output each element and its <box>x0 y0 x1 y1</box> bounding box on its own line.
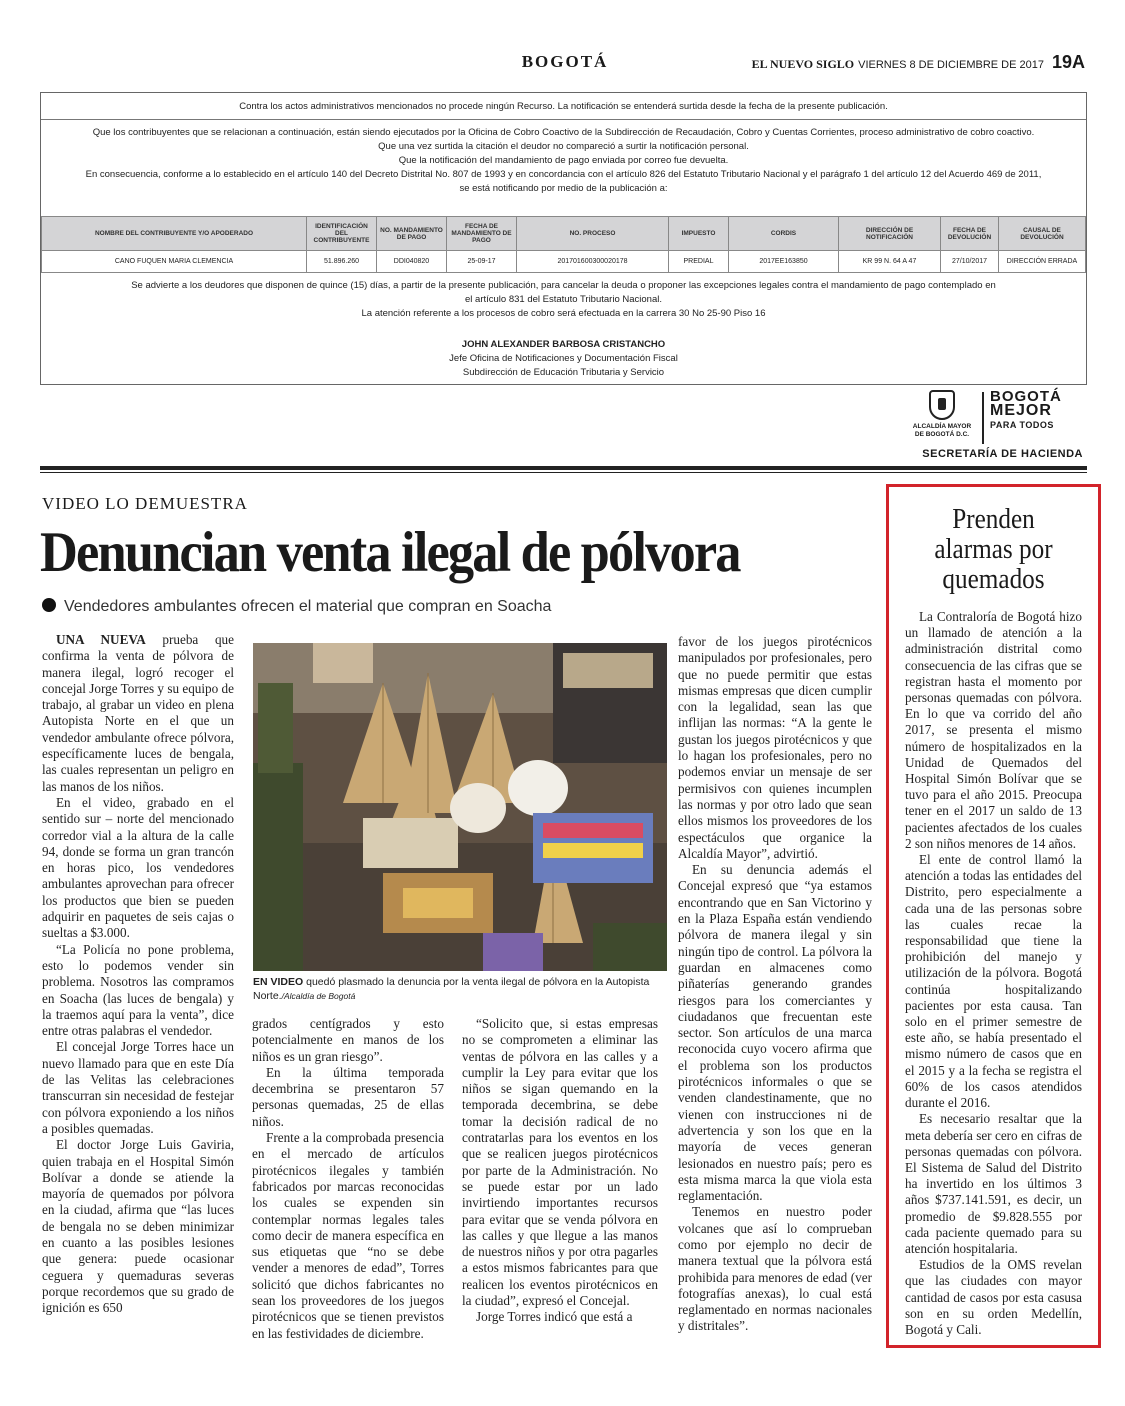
column-header: DIRECCIÓN DE NOTIFICACIÓN <box>839 217 941 251</box>
article-column-1 <box>42 632 234 1316</box>
column-header: FECHA DE MANDAMIENTO DE PAGO <box>447 217 517 251</box>
column-header: IDENTIFICACIÓN DEL CONTRIBUYENTE <box>307 217 377 251</box>
paragraph: Tenemos en nuestro poder volcanes que así lo comprueban como por ejemplo no decir de manera textual que la pólvora está prohibida para menores de edad (ver fotografías anexas), lo cual está reglamentado en normas nacionales y distritales”. <box>678 1204 872 1334</box>
column-header: FECHA DE DEVOLUCIÓN <box>941 217 999 251</box>
bogota-mejor-logo <box>990 390 1062 432</box>
folio <box>752 52 1085 73</box>
paragraph <box>42 632 234 795</box>
subhead-text: Vendedores ambulantes ofrecen el material que compran en Soacha <box>64 598 552 615</box>
debtors-table <box>41 216 1086 273</box>
alcaldia-label: ALCALDÍA MAYOR DE BOGOTÁ D.C. <box>912 423 972 438</box>
section-rule-thin <box>40 472 1087 473</box>
legal-notice <box>40 92 1087 385</box>
column-header: IMPUESTO <box>669 217 729 251</box>
notice-line: se está notificando por medio de la publicación a: <box>459 183 668 194</box>
logo-line: MEJOR <box>990 402 1052 419</box>
notice-body <box>41 120 1086 196</box>
notice-signature <box>41 338 1086 380</box>
paragraph: En el video, grabado en el sentido sur – norte del mencionado corredor vial a la altura de la calle 94, donde se forma un gran trancón en horas pico, los vendedores ambulantes aprovechan para ofrecer los productos que bien se pueden adquirir en paquetes de seis cajas o sueltas a $3.000. <box>42 794 234 941</box>
paragraph-text: prueba que confirma la venta de pólvora de manera ilegal, logró recoger el concejal Jorge Torres y su equipo de trabajo, al grabar un video en plena Autopista Norte en el que un vendedor ambulante ofrece pólvora, específicamente luces de bengala, las cuales representan un peligro en las manos de los niños. <box>42 632 235 794</box>
table-cell: KR 99 N. 64 A 47 <box>839 251 941 273</box>
bullet-icon <box>42 598 56 612</box>
section-title: BOGOTÁ <box>521 52 609 71</box>
paragraph: El ente de control llamó la atención a todas las entidades del Distrito, pero especialmente a cada una de las personas sobre las cuales recae la responsabilidad que tiene la prohibición del manejo y utilización de la pólvora. Bogotá continúa hospitalizando pacientes por esta causa. Tan solo en el primer semestre de este año, se había presentado el mismo número de casos que en el 2015 y a la fecha se registra el 60% de los casos atendidos durante el 2016. <box>905 852 1082 1111</box>
logo-line: PARA TODOS <box>990 420 1054 430</box>
photo-caption <box>253 975 667 1003</box>
paragraph: Jorge Torres indicó que está a <box>476 1309 633 1325</box>
paragraph: En su denuncia además el Concejal expresó que “ya estamos encontrando que en San Victorino y en la Plaza España están vendiendo pólvora de manera ilegal y sin ningún tipo de control. La pólvora la guardan en almacenes como piñaterías generando grandes riesgos para los comerciantes y ciudadanos que frecuentan este sector. Son artículos de una marca reconocida cuyo vocero afirma que el problema son los productos pirotécnicos informales o que se venden clandestinamente, que no vienen con instrucciones ni de advertencia y son los que en la mayoría de veces generan lesionados en nuestro país; pero es esta misma marca la que viola esta reglamentación. <box>678 862 872 1204</box>
table-cell: DIRECCIÓN ERRADA <box>999 251 1086 273</box>
table-cell: 51.896.260 <box>307 251 377 273</box>
fireworks-stall-illustration <box>253 643 667 971</box>
column-header: CAUSAL DE DEVOLUCIÓN <box>999 217 1086 251</box>
column-header: NOMBRE DEL CONTRIBUYENTE Y/O APODERADO <box>42 217 307 251</box>
paragraph: Es necesario resaltar que la meta debería ser cero en cifras de personas quemadas con pólvora. El Sistema de Salud del Distrito ha invertido en los últimos 3 años $737.141.591, es decir, un promedio de $9.828.555 por cada paciente quemado para su atención hospitalaria. <box>905 1111 1082 1256</box>
lede-caps: UNA NUEVA <box>56 632 146 647</box>
issue-date: VIERNES 8 DE DICIEMBRE DE 2017 <box>858 59 1044 71</box>
paragraph: Frente a la comprobada presencia en el mercado de artículos pirotécnicos ilegales y también fabricados por marcas reconocidas los cuales se expenden sin contemplar normas legales tales como decir de manera específica en sus etiquetas que “no se debe vender a menores de edad”, Torres solicitó que dichos fabricantes no sean los proveedores de los juegos pirotécnicos que se tienen previstos en las festividades de diciembre. <box>252 1130 444 1341</box>
paragraph: En la última temporada decembrina se presentaron 57 personas quemadas, 25 de ellas niños. <box>252 1064 444 1129</box>
notice-line: En consecuencia, conforme a lo establecido en el artículo 140 del Decreto Distrital No. 807 de 1993 y en concordancia con el artículo 826 del Estatuto Tributario Nacional y el parágrafo 1 del artículo 12 del Acuerdo 469 de 2011, <box>85 169 1042 180</box>
paper-name: EL NUEVO SIGLO <box>751 57 855 71</box>
paragraph: “Solicito que, si estas empresas no se comprometen a eliminar las ventas de pólvora en las calles y a cumplir la Ley para evitar que los niños se sigan quemando en la temporada decembrina, se debe tomar la decisión radical de no contratarlas para los eventos en los que se realicen juegos pirotécnicos por parte de la Administración. No se puede estar por un lado invirtiendo importantes recursos para evitar que se venda pólvora en las calles y que llegue a las manos de nuestros niños y por otra pagarles a estos mismos fabricantes para que realicen los eventos pirotécnicos en la ciudad”, expresó el Concejal. <box>462 1016 658 1309</box>
caption-lead: EN VIDEO <box>253 976 304 988</box>
caption-text: quedó plasmado la denuncia por la venta ilegal de pólvora en la Autopista Norte. <box>253 976 650 1002</box>
article-headline: Denuncian venta ilegal de pólvora <box>40 521 740 584</box>
table-cell: PREDIAL <box>669 251 729 273</box>
signer-office: Subdirección de Educación Tributaria y Servicio <box>462 367 665 378</box>
article-photo <box>253 643 667 971</box>
article-column-3 <box>462 1016 658 1326</box>
sidebar-box <box>886 484 1101 1348</box>
table-row <box>42 251 1086 273</box>
column-header: NO. PROCESO <box>517 217 669 251</box>
notice-intro: Contra los actos administrativos mencionados no procede ningún Recurso. La notificación se entenderá surtida desde la fecha de la presente publicación. <box>41 93 1086 120</box>
article-column-2 <box>252 1016 444 1342</box>
table-cell: 201701600300020178 <box>517 251 669 273</box>
signer-name: JOHN ALEXANDER BARBOSA CRISTANCHO <box>461 339 666 350</box>
photo-credit: /Alcaldía de Bogotá <box>281 991 356 1001</box>
notice-line: el artículo 831 del Estatuto Tributario Nacional. <box>465 294 662 305</box>
paragraph: Estudios de la OMS revelan que las ciudades con mayor cantidad de casos por esta casusa son en su orden Medellín, Bogotá y Cali. <box>905 1257 1082 1337</box>
section-rule <box>40 466 1087 470</box>
table-cell: 27/10/2017 <box>941 251 999 273</box>
article-column-4 <box>678 634 872 1335</box>
paragraph: favor de los juegos pirotécnicos manipulados por profesionales, pero que no puede permitir que estas mismas empresas que dicen cumplir con la legalidad, sean las que inflijan las normas: “A la gente le gustan los juegos pirotécnicos y que lo hagan los profesionales, pero no podemos enviar un mensaje de ser permisivos con quienes incumplen las normas y por otro lado que sean ellos mismos los proveedores de los espectáculos que organice la Alcaldía Mayor”, advirtió. <box>678 634 872 861</box>
table-header-row <box>42 217 1086 251</box>
table-cell: DDI040820 <box>377 251 447 273</box>
advertiser-logos <box>908 390 1083 450</box>
logo-divider <box>982 392 984 444</box>
sidebar-title: Prenden alarmas por quemados <box>934 504 1053 595</box>
paragraph: grados centígrados y esto potencialmente en manos de los niños es un gran riesgo”. <box>252 1016 444 1064</box>
paragraph: La Contraloría de Bogotá hizo un llamado de atención a la administración distrital como consecuencia de las cifras que se registran hasta el momento por personas quemadas con pólvora. En lo que va corrido del año 2017, se presenta el mismo número de hospitalizados en la Unidad de Quemados del Hospital Simón Bolívar que se tuvo para el año 2015. Preocupa tener en el 2017 un saldo de 13 pacientes afectados de los cuales 2 son niños menores de 14 años. <box>905 609 1082 851</box>
coat-of-arms-icon <box>929 390 955 420</box>
article-subhead <box>42 598 551 616</box>
table-cell: CANO FUQUEN MARIA CLEMENCIA <box>42 251 307 273</box>
column-header: CORDIS <box>729 217 839 251</box>
paragraph: El concejal Jorge Torres hace un nuevo llamado para que en este Día de las Velitas las celebraciones transcurran sin necesidad de festejar con pólvora exponiendo a los niños a posibles quemadas. <box>42 1039 234 1136</box>
notice-line: Que una vez surtida la citación el deudor no compareció a surtir la notificación personal. <box>378 141 749 152</box>
column-header: NO. MANDAMIENTO DE PAGO <box>377 217 447 251</box>
notice-warning <box>41 279 1086 321</box>
paragraph: El doctor Jorge Luis Gaviria, quien trabaja en el Hospital Simón Bolívar a donde se atiende la mayoría de quemados por pólvora en la ciudad, afirma que “las luces de bengala no se deben minimizar en cuanto a las posibles lesiones que genera: puede ocasionar ceguera y quemaduras severas porque recordemos que su grado de ignición es 650 <box>42 1137 234 1316</box>
notice-line: Se advierte a los deudores que disponen de quince (15) días, a partir de la presente publicación, para cancelar la deuda o proponer las excepciones legales contra el mandamiento de pago contemplado en <box>131 280 996 291</box>
notice-line: Que la notificación del mandamiento de pago enviada por correo fue devuelta. <box>398 155 729 166</box>
paragraph: “La Policía no pone problema, esto lo podemos vender sin problema. Nosotros las compramos en Soacha (las luces de bengala) y la traemos aquí para la venta”, dice entre otras palabras el vendedor. <box>42 941 234 1039</box>
page-number: 19A <box>1051 52 1085 72</box>
article-kicker: VIDEO LO DEMUESTRA <box>42 494 248 513</box>
logo-line: BOGOTÁ <box>990 388 1062 405</box>
alcaldia-logo <box>908 390 976 439</box>
sidebar-body <box>905 609 1082 1338</box>
secretaria-label: SECRETARÍA DE HACIENDA <box>922 448 1083 460</box>
notice-line: La atención referente a los procesos de cobro será efectuada en la carrera 30 No 25-90 Piso 16 <box>361 308 766 319</box>
signer-title: Jefe Oficina de Notificaciones y Documentación Fiscal <box>449 353 678 364</box>
notice-line: Que los contribuyentes que se relacionan a continuación, están siendo ejecutados por la Oficina de Cobro Coactivo de la Subdirección de Recaudación, Cobro y Cuentas Corrientes, proceso administrativo de cobro coactivo. <box>92 127 1035 138</box>
table-cell: 25-09-17 <box>447 251 517 273</box>
table-cell: 2017EE163850 <box>729 251 839 273</box>
